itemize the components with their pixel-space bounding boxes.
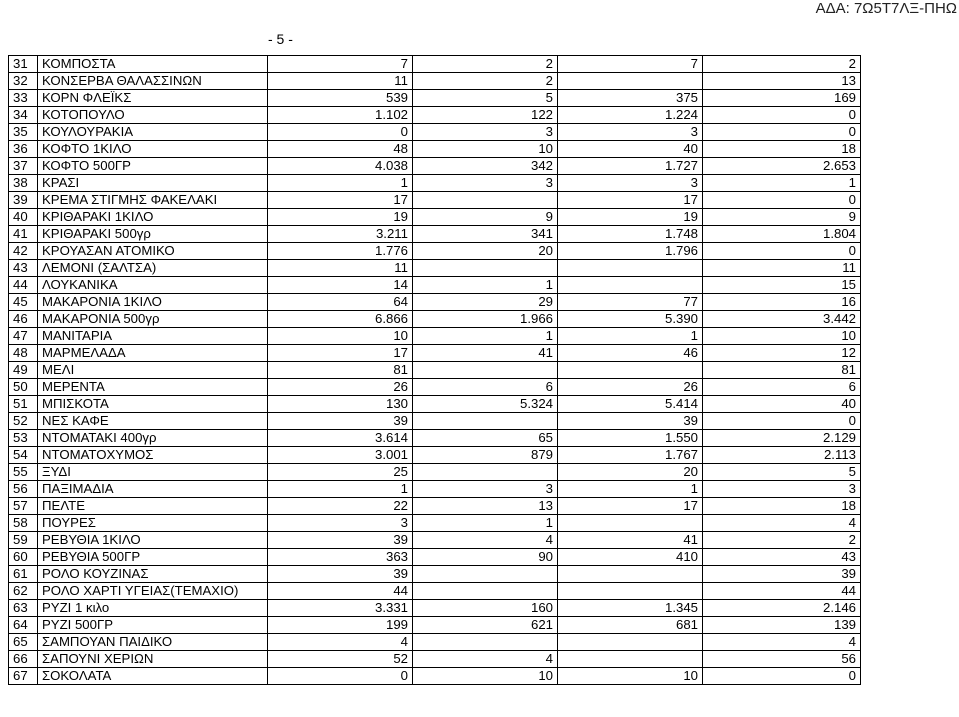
row-number-cell: 32 xyxy=(9,73,38,90)
item-name-cell: ΚΟΜΠΟΣΤΑ xyxy=(38,56,268,73)
table-row xyxy=(9,549,861,566)
row-number-cell: 39 xyxy=(9,192,38,209)
value-cell-3: 1.345 xyxy=(558,600,703,617)
item-name-cell: ΜΠΙΣΚΟΤΑ xyxy=(38,396,268,413)
item-name-cell: ΚΟΝΣΕΡΒΑ ΘΑΛΑΣΣΙΝΩΝ xyxy=(38,73,268,90)
row-number-cell: 33 xyxy=(9,90,38,107)
row-number-cell: 63 xyxy=(9,600,38,617)
item-name-cell: ΛΟΥΚΑΝΙΚΑ xyxy=(38,277,268,294)
value-cell-3 xyxy=(558,515,703,532)
row-number-cell: 49 xyxy=(9,362,38,379)
value-cell-4: 2.146 xyxy=(703,600,861,617)
value-cell-2: 4 xyxy=(413,651,558,668)
value-cell-4: 12 xyxy=(703,345,861,362)
value-cell-1: 11 xyxy=(268,260,413,277)
row-number-cell: 54 xyxy=(9,447,38,464)
table-row xyxy=(9,141,861,158)
table-row xyxy=(9,600,861,617)
value-cell-3 xyxy=(558,634,703,651)
table-row xyxy=(9,515,861,532)
value-cell-2: 5 xyxy=(413,90,558,107)
ada-code: ΑΔΑ: 7Ω5Τ7ΛΞ-ΠΗΩ xyxy=(815,0,957,17)
value-cell-4: 9 xyxy=(703,209,861,226)
value-cell-1: 4.038 xyxy=(268,158,413,175)
value-cell-2: 13 xyxy=(413,498,558,515)
item-name-cell: ΜΑΝΙΤΑΡΙΑ xyxy=(38,328,268,345)
row-number-cell: 65 xyxy=(9,634,38,651)
value-cell-2: 20 xyxy=(413,243,558,260)
value-cell-2: 6 xyxy=(413,379,558,396)
value-cell-4: 15 xyxy=(703,277,861,294)
item-name-cell: ΜΑΚΑΡΟΝΙΑ 1ΚΙΛΟ xyxy=(38,294,268,311)
value-cell-1: 22 xyxy=(268,498,413,515)
value-cell-1: 1 xyxy=(268,481,413,498)
value-cell-3: 17 xyxy=(558,498,703,515)
value-cell-2: 10 xyxy=(413,141,558,158)
item-name-cell: ΣΑΠΟΥΝΙ ΧΕΡΙΩΝ xyxy=(38,651,268,668)
value-cell-2: 29 xyxy=(413,294,558,311)
value-cell-3: 26 xyxy=(558,379,703,396)
value-cell-2: 41 xyxy=(413,345,558,362)
value-cell-2 xyxy=(413,192,558,209)
value-cell-1: 7 xyxy=(268,56,413,73)
value-cell-3: 5.414 xyxy=(558,396,703,413)
item-name-cell: ΚΟΥΛΟΥΡΑΚΙΑ xyxy=(38,124,268,141)
page-number: - 5 - xyxy=(268,31,293,47)
value-cell-4: 5 xyxy=(703,464,861,481)
table-row xyxy=(9,668,861,685)
item-name-cell: ΠΕΛΤΕ xyxy=(38,498,268,515)
table-row xyxy=(9,175,861,192)
value-cell-1: 26 xyxy=(268,379,413,396)
value-cell-4: 0 xyxy=(703,107,861,124)
row-number-cell: 56 xyxy=(9,481,38,498)
item-name-cell: ΝΕΣ ΚΑΦΕ xyxy=(38,413,268,430)
value-cell-2: 879 xyxy=(413,447,558,464)
value-cell-4: 1.804 xyxy=(703,226,861,243)
row-number-cell: 67 xyxy=(9,668,38,685)
value-cell-1: 539 xyxy=(268,90,413,107)
item-name-cell: ΚΡΕΜΑ ΣΤΙΓΜΗΣ ΦΑΚΕΛΑΚΙ xyxy=(38,192,268,209)
value-cell-2: 65 xyxy=(413,430,558,447)
value-cell-4: 81 xyxy=(703,362,861,379)
value-cell-4: 56 xyxy=(703,651,861,668)
value-cell-3: 1.224 xyxy=(558,107,703,124)
row-number-cell: 60 xyxy=(9,549,38,566)
value-cell-1: 11 xyxy=(268,73,413,90)
row-number-cell: 57 xyxy=(9,498,38,515)
value-cell-1: 19 xyxy=(268,209,413,226)
value-cell-1: 3.211 xyxy=(268,226,413,243)
value-cell-3: 1.727 xyxy=(558,158,703,175)
value-cell-2: 3 xyxy=(413,124,558,141)
value-cell-1: 17 xyxy=(268,345,413,362)
item-name-cell: ΜΑΚΑΡΟΝΙΑ 500γρ xyxy=(38,311,268,328)
table-row xyxy=(9,90,861,107)
value-cell-1: 4 xyxy=(268,634,413,651)
value-cell-1: 130 xyxy=(268,396,413,413)
value-cell-1: 39 xyxy=(268,413,413,430)
value-cell-2: 621 xyxy=(413,617,558,634)
value-cell-1: 17 xyxy=(268,192,413,209)
value-cell-2: 10 xyxy=(413,668,558,685)
row-number-cell: 41 xyxy=(9,226,38,243)
row-number-cell: 52 xyxy=(9,413,38,430)
table-row xyxy=(9,277,861,294)
value-cell-4: 2 xyxy=(703,532,861,549)
table-row xyxy=(9,192,861,209)
value-cell-2: 5.324 xyxy=(413,396,558,413)
row-number-cell: 64 xyxy=(9,617,38,634)
value-cell-4: 13 xyxy=(703,73,861,90)
value-cell-4: 4 xyxy=(703,515,861,532)
table-row xyxy=(9,481,861,498)
table-row xyxy=(9,413,861,430)
value-cell-4: 0 xyxy=(703,668,861,685)
table-row xyxy=(9,583,861,600)
table-row xyxy=(9,634,861,651)
table-row xyxy=(9,379,861,396)
value-cell-1: 1 xyxy=(268,175,413,192)
item-name-cell: ΣΑΜΠΟΥΑΝ ΠΑΙΔΙΚΟ xyxy=(38,634,268,651)
item-name-cell: ΜΕΡΕΝΤΑ xyxy=(38,379,268,396)
row-number-cell: 35 xyxy=(9,124,38,141)
row-number-cell: 43 xyxy=(9,260,38,277)
value-cell-1: 3.614 xyxy=(268,430,413,447)
value-cell-3: 77 xyxy=(558,294,703,311)
value-cell-3: 7 xyxy=(558,56,703,73)
value-cell-3: 410 xyxy=(558,549,703,566)
value-cell-2: 4 xyxy=(413,532,558,549)
value-cell-2: 122 xyxy=(413,107,558,124)
value-cell-3: 1.550 xyxy=(558,430,703,447)
item-name-cell: ΠΟΥΡΕΣ xyxy=(38,515,268,532)
value-cell-1: 1.776 xyxy=(268,243,413,260)
row-number-cell: 51 xyxy=(9,396,38,413)
value-cell-2: 341 xyxy=(413,226,558,243)
value-cell-3: 17 xyxy=(558,192,703,209)
value-cell-3 xyxy=(558,362,703,379)
value-cell-2 xyxy=(413,634,558,651)
table-row xyxy=(9,396,861,413)
item-name-cell: ΡΥΖΙ 1 κιλο xyxy=(38,600,268,617)
value-cell-4: 0 xyxy=(703,243,861,260)
value-cell-1: 0 xyxy=(268,124,413,141)
row-number-cell: 66 xyxy=(9,651,38,668)
value-cell-3: 40 xyxy=(558,141,703,158)
table-row xyxy=(9,328,861,345)
value-cell-4: 0 xyxy=(703,124,861,141)
row-number-cell: 45 xyxy=(9,294,38,311)
value-cell-3 xyxy=(558,651,703,668)
value-cell-3 xyxy=(558,277,703,294)
value-cell-1: 39 xyxy=(268,532,413,549)
value-cell-1: 6.866 xyxy=(268,311,413,328)
row-number-cell: 42 xyxy=(9,243,38,260)
row-number-cell: 50 xyxy=(9,379,38,396)
value-cell-1: 1.102 xyxy=(268,107,413,124)
value-cell-1: 10 xyxy=(268,328,413,345)
value-cell-3: 10 xyxy=(558,668,703,685)
value-cell-4: 0 xyxy=(703,192,861,209)
table-row xyxy=(9,447,861,464)
value-cell-4: 10 xyxy=(703,328,861,345)
item-name-cell: ΛΕΜΟΝΙ (ΣΑΛΤΣΑ) xyxy=(38,260,268,277)
value-cell-1: 25 xyxy=(268,464,413,481)
value-cell-2: 1 xyxy=(413,515,558,532)
value-cell-3 xyxy=(558,73,703,90)
value-cell-2: 2 xyxy=(413,73,558,90)
value-cell-1: 363 xyxy=(268,549,413,566)
row-number-cell: 47 xyxy=(9,328,38,345)
value-cell-4: 11 xyxy=(703,260,861,277)
value-cell-2 xyxy=(413,566,558,583)
table-row xyxy=(9,56,861,73)
value-cell-4: 3 xyxy=(703,481,861,498)
item-name-cell: ΠΑΞΙΜΑΔΙΑ xyxy=(38,481,268,498)
value-cell-3 xyxy=(558,583,703,600)
row-number-cell: 53 xyxy=(9,430,38,447)
value-cell-3: 46 xyxy=(558,345,703,362)
value-cell-1: 14 xyxy=(268,277,413,294)
value-cell-3 xyxy=(558,260,703,277)
value-cell-2 xyxy=(413,260,558,277)
value-cell-2: 90 xyxy=(413,549,558,566)
value-cell-1: 44 xyxy=(268,583,413,600)
value-cell-2: 1 xyxy=(413,277,558,294)
value-cell-2: 3 xyxy=(413,481,558,498)
table-row xyxy=(9,532,861,549)
value-cell-2: 1 xyxy=(413,328,558,345)
table-row xyxy=(9,73,861,90)
value-cell-3: 1.796 xyxy=(558,243,703,260)
item-name-cell: ΡΟΛΟ ΧΑΡΤΙ ΥΓΕΙΑΣ(ΤΕΜΑΧΙΟ) xyxy=(38,583,268,600)
value-cell-3: 1 xyxy=(558,481,703,498)
value-cell-2 xyxy=(413,464,558,481)
row-number-cell: 37 xyxy=(9,158,38,175)
value-cell-1: 81 xyxy=(268,362,413,379)
value-cell-4: 2.129 xyxy=(703,430,861,447)
value-cell-4: 2.113 xyxy=(703,447,861,464)
value-cell-1: 3 xyxy=(268,515,413,532)
item-name-cell: ΡΥΖΙ 500ΓΡ xyxy=(38,617,268,634)
table-row xyxy=(9,617,861,634)
row-number-cell: 55 xyxy=(9,464,38,481)
value-cell-4: 3.442 xyxy=(703,311,861,328)
row-number-cell: 34 xyxy=(9,107,38,124)
item-name-cell: ΚΡΙΘΑΡΑΚΙ 1ΚΙΛΟ xyxy=(38,209,268,226)
value-cell-4: 169 xyxy=(703,90,861,107)
value-cell-3: 681 xyxy=(558,617,703,634)
row-number-cell: 58 xyxy=(9,515,38,532)
item-name-cell: ΚΡΟΥΑΣΑΝ ΑΤΟΜΙΚΟ xyxy=(38,243,268,260)
value-cell-2: 1.966 xyxy=(413,311,558,328)
row-number-cell: 62 xyxy=(9,583,38,600)
table-row xyxy=(9,430,861,447)
value-cell-4: 2.653 xyxy=(703,158,861,175)
value-cell-1: 48 xyxy=(268,141,413,158)
value-cell-2 xyxy=(413,413,558,430)
value-cell-4: 4 xyxy=(703,634,861,651)
table-row xyxy=(9,243,861,260)
item-name-cell: ΡΕΒΥΘΙΑ 1ΚΙΛΟ xyxy=(38,532,268,549)
value-cell-3: 20 xyxy=(558,464,703,481)
value-cell-4: 40 xyxy=(703,396,861,413)
row-number-cell: 31 xyxy=(9,56,38,73)
value-cell-3: 41 xyxy=(558,532,703,549)
value-cell-2: 2 xyxy=(413,56,558,73)
value-cell-2: 3 xyxy=(413,175,558,192)
table-row xyxy=(9,209,861,226)
value-cell-4: 16 xyxy=(703,294,861,311)
item-name-cell: ΡΕΒΥΘΙΑ 500ΓΡ xyxy=(38,549,268,566)
table-row xyxy=(9,124,861,141)
table-row xyxy=(9,158,861,175)
table-row xyxy=(9,345,861,362)
table-row xyxy=(9,260,861,277)
value-cell-4: 139 xyxy=(703,617,861,634)
item-name-cell: ΞΥΔΙ xyxy=(38,464,268,481)
value-cell-4: 44 xyxy=(703,583,861,600)
value-cell-4: 6 xyxy=(703,379,861,396)
item-name-cell: ΚΟΦΤΟ 500ΓΡ xyxy=(38,158,268,175)
value-cell-4: 18 xyxy=(703,498,861,515)
value-cell-1: 39 xyxy=(268,566,413,583)
value-cell-4: 1 xyxy=(703,175,861,192)
table-row xyxy=(9,294,861,311)
value-cell-3: 19 xyxy=(558,209,703,226)
value-cell-3 xyxy=(558,566,703,583)
item-name-cell: ΡΟΛΟ ΚΟΥΖΙΝΑΣ xyxy=(38,566,268,583)
value-cell-3: 1.748 xyxy=(558,226,703,243)
value-cell-1: 52 xyxy=(268,651,413,668)
value-cell-2 xyxy=(413,362,558,379)
value-cell-4: 18 xyxy=(703,141,861,158)
value-cell-1: 3.331 xyxy=(268,600,413,617)
value-cell-2: 160 xyxy=(413,600,558,617)
item-name-cell: ΜΕΛΙ xyxy=(38,362,268,379)
table-row xyxy=(9,566,861,583)
inventory-table xyxy=(8,55,861,685)
row-number-cell: 36 xyxy=(9,141,38,158)
value-cell-3: 3 xyxy=(558,175,703,192)
row-number-cell: 61 xyxy=(9,566,38,583)
value-cell-3: 39 xyxy=(558,413,703,430)
row-number-cell: 38 xyxy=(9,175,38,192)
table-row xyxy=(9,226,861,243)
table-row xyxy=(9,498,861,515)
item-name-cell: ΚΟΡΝ ΦΛΕΪΚΣ xyxy=(38,90,268,107)
item-name-cell: ΚΡΙΘΑΡΑΚΙ 500γρ xyxy=(38,226,268,243)
value-cell-1: 199 xyxy=(268,617,413,634)
value-cell-3: 375 xyxy=(558,90,703,107)
row-number-cell: 44 xyxy=(9,277,38,294)
value-cell-4: 43 xyxy=(703,549,861,566)
row-number-cell: 48 xyxy=(9,345,38,362)
item-name-cell: ΜΑΡΜΕΛΑΔΑ xyxy=(38,345,268,362)
value-cell-3: 3 xyxy=(558,124,703,141)
value-cell-4: 2 xyxy=(703,56,861,73)
value-cell-3: 1 xyxy=(558,328,703,345)
value-cell-4: 39 xyxy=(703,566,861,583)
value-cell-3: 1.767 xyxy=(558,447,703,464)
value-cell-2: 342 xyxy=(413,158,558,175)
row-number-cell: 46 xyxy=(9,311,38,328)
value-cell-1: 3.001 xyxy=(268,447,413,464)
value-cell-2 xyxy=(413,583,558,600)
value-cell-4: 0 xyxy=(703,413,861,430)
table-row xyxy=(9,362,861,379)
row-number-cell: 59 xyxy=(9,532,38,549)
item-name-cell: ΚΟΦΤΟ 1ΚΙΛΟ xyxy=(38,141,268,158)
item-name-cell: ΝΤΟΜΑΤΟΧΥΜΟΣ xyxy=(38,447,268,464)
table-row xyxy=(9,651,861,668)
value-cell-1: 64 xyxy=(268,294,413,311)
table-row xyxy=(9,464,861,481)
table-row xyxy=(9,107,861,124)
item-name-cell: ΝΤΟΜΑΤΑΚΙ 400γρ xyxy=(38,430,268,447)
table-row xyxy=(9,311,861,328)
value-cell-1: 0 xyxy=(268,668,413,685)
row-number-cell: 40 xyxy=(9,209,38,226)
value-cell-2: 9 xyxy=(413,209,558,226)
item-name-cell: ΚΟΤΟΠΟΥΛΟ xyxy=(38,107,268,124)
value-cell-3: 5.390 xyxy=(558,311,703,328)
item-name-cell: ΚΡΑΣΙ xyxy=(38,175,268,192)
item-name-cell: ΣΟΚΟΛΑΤΑ xyxy=(38,668,268,685)
